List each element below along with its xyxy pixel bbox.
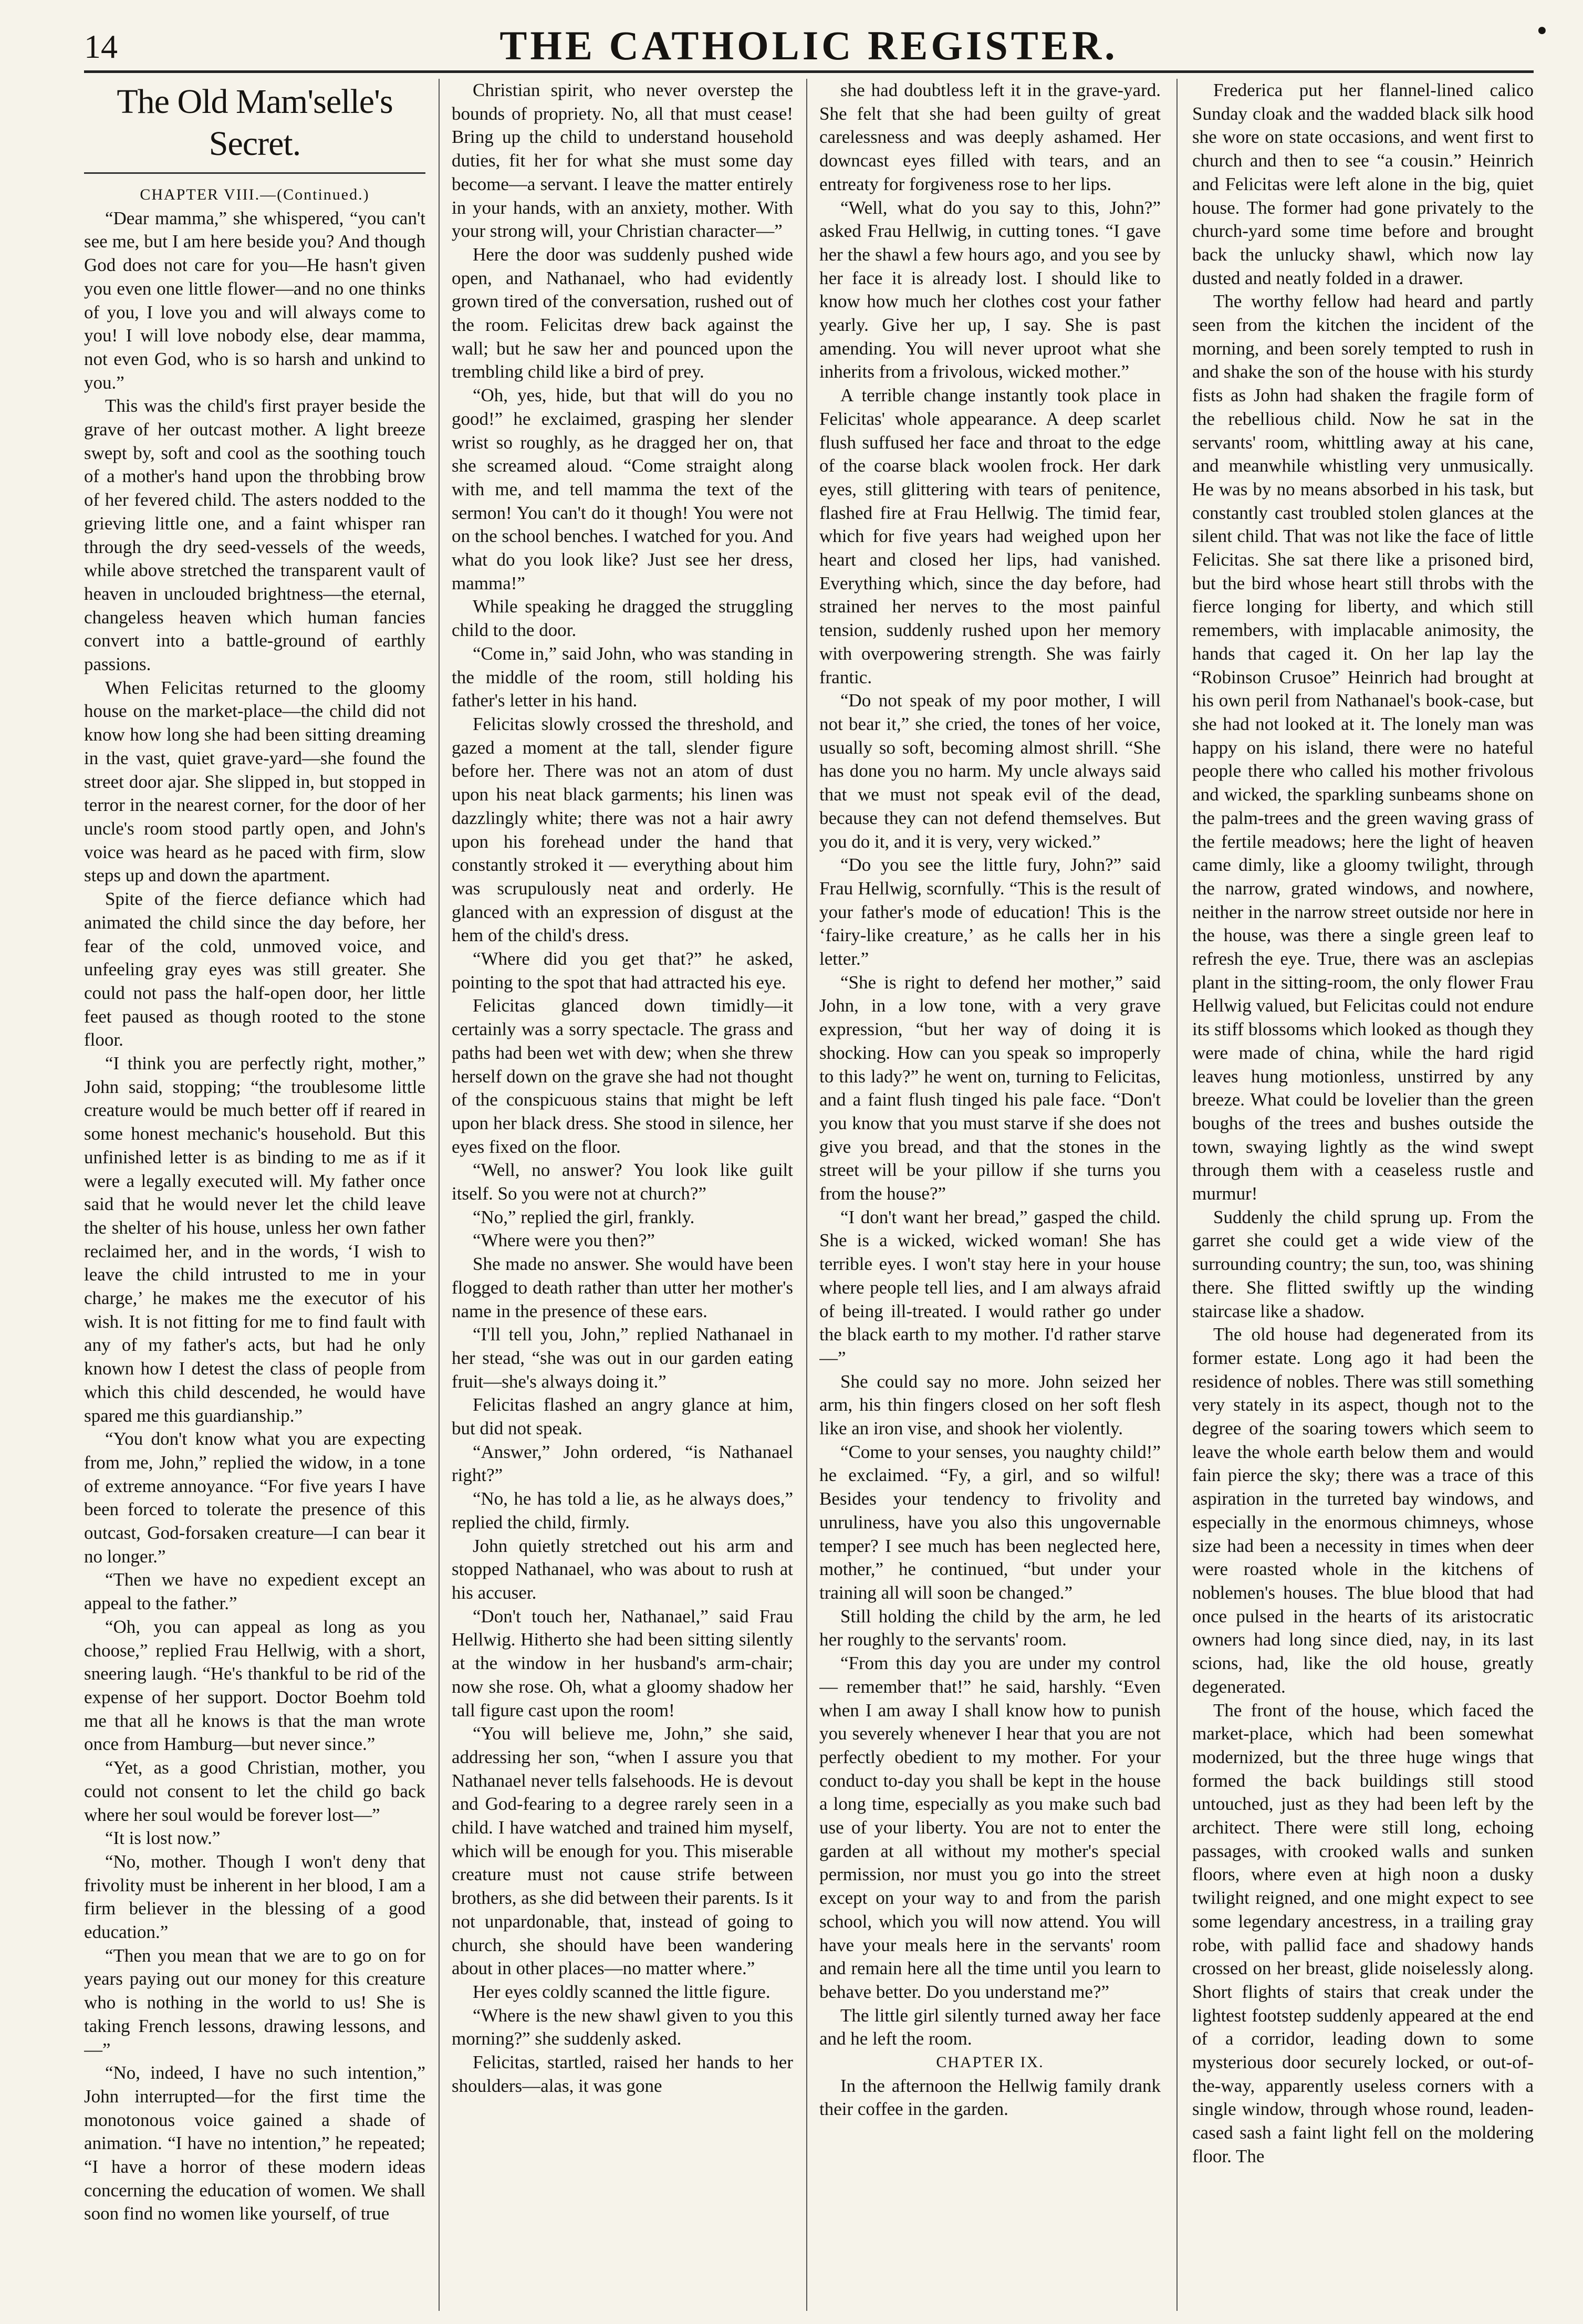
paragraph: “Don't touch her, Nathanael,” said Frau Hellwig. Hitherto she had been sitting silently at the window in her husband's arm-chair; now she rose. Oh, what a gloomy shadow her tall figure cast upon the room! xyxy=(452,1606,793,1721)
column-4 xyxy=(1192,79,1534,2311)
paragraph: The old house had degenerated from its former estate. Long ago it had been the residence of nobles. There was still something very stately in its aspect, though not to the degree of the soaring towers which seem to leave the whole earth below them and would fain pierce the sky; there was a trace of this aspiration in the turreted bay windows, and especially in the enormous chimneys, whose size had been a necessity in times when deer were roasted whole in the kitchens of noblemen's houses. The blue blood that had once pulsed in the hearts of its aristocratic owners had long since died, nay, in its last scions, had, like the old house, greatly degenerated. xyxy=(1192,1324,1534,1697)
column-3-after xyxy=(819,2075,1161,2121)
paragraph: Frederica put her flannel-lined calico Sunday cloak and the wadded black silk hood she wore on state occasions, and went first to church and then to see “a cousin.” Heinrich and Felicitas were left alone in the big, quiet house. The former had gone privately to the church-yard some time before and brought back the unlucky shawl, which now lay dusted and neatly folded in a drawer. xyxy=(1192,80,1534,288)
paragraph: She made no answer. She would have been flogged to death rather than utter her mother's name in the presence of these ears. xyxy=(452,1254,793,1321)
paragraph: “No,” replied the girl, frankly. xyxy=(473,1206,695,1227)
column-1 xyxy=(84,79,425,2311)
paragraph: she had doubtless left it in the grave-yard. She felt that she had been guilty of great carelessness and was deeply ashamed. Her downcast eyes filled with tears, and an entreaty for forgiveness rose to her lips. xyxy=(819,80,1161,194)
paragraph: “It is lost now.” xyxy=(105,1828,221,1849)
paragraph: Her eyes coldly scanned the little figure. xyxy=(473,1981,770,2002)
column-1-body xyxy=(84,207,425,2226)
paragraph: “Then you mean that we are to go on for years paying out our money for this creature who is nothing in the world to us! She is taking French lessons, drawing lessons, and—” xyxy=(84,1945,425,2060)
paragraph: “Oh, you can appeal as long as you choose,” replied Frau Hellwig, with a short, sneering laugh. “He's thankful to be rid of the expense of her support. Doctor Boehm told me that all he knows is that the man wrote once from Hamburg—but never since.” xyxy=(84,1616,425,1755)
paragraph: Suddenly the child sprung up. From the garret she could get a wide view of the surrounding country; the sun, too, was shining there. She flitted swiftly up the winding staircase like a shadow. xyxy=(1192,1206,1534,1321)
column-3-body xyxy=(819,79,1161,2051)
chapter-heading: CHAPTER VIII.—(Continued.) xyxy=(140,186,370,203)
paragraph: “Then we have no expedient except an appeal to the father.” xyxy=(84,1569,425,1614)
paragraph: “I don't want her bread,” gasped the child. She is a wicked, wicked woman! She has terrible eyes. I won't stay here in your house where people tell lies, and I am always afraid of being ill-treated. I would rather go under the black earth to my mother. I'd rather starve —” xyxy=(819,1206,1161,1368)
paragraph: “Come to your senses, you naughty child!” he exclaimed. “Fy, a girl, and so wilful! Besides your tendency to frivolity and unruliness, have you also this ungovernable temper? I see much has been neglected here, mother,” he continued, “but under your training all will soon be changed.” xyxy=(819,1441,1161,1603)
paragraph: John quietly stretched out his arm and stopped Nathanael, who was about to rush at his accuser. xyxy=(452,1535,793,1603)
paragraph: Felicitas slowly crossed the threshold, and gazed a moment at the tall, slender figure before her. There was not an atom of dust upon his neat black garments; his linen was dazzlingly white; there was not a hair awry upon his forehead under the hand that constantly stroked it — everything about him was scrupulously neat and orderly. He glanced with an expression of disgust at the hem of the child's dress. xyxy=(452,713,793,946)
paragraph: “You don't know what you are expecting from me, John,” replied the widow, in a tone of extreme annoyance. “For five years I have been forced to tolerate the presence of this outcast, God-forsaken creature—I can bear it no longer.” xyxy=(84,1429,425,1567)
paragraph: When Felicitas returned to the gloomy house on the market-place—the child did not know how long she had been sitting dreaming in the vast, quiet grave-yard—she found the street door ajar. She slipped in, but stopped in terror in the nearest corner, for the door of her uncle's room stood partly open, and John's voice was heard as he paced with firm, slow steps up and down the apartment. xyxy=(84,677,425,886)
column-divider xyxy=(439,79,440,2311)
paragraph: Felicitas, startled, raised her hands to her shoulders—alas, it was gone xyxy=(452,2052,793,2096)
paragraph: In the afternoon the Hellwig family drank their coffee in the garden. xyxy=(819,2075,1161,2120)
paragraph: The front of the house, which faced the market-place, which had been somewhat modernized, but the three huge wings that formed the back buildings still stood untouched, just as they had been left by the architect. There were still long, echoing passages, with crooked walls and sunken floors, where even at high noon a dusky twilight reigned, and one might expect to see some legendary ancestress, in a trailing gray robe, with pallid face and shadowy hands crossed on her breast, glide noiselessly along. Short flights of stairs that creak under the lightest footstep suddenly appeared at the end of a corridor, leading down to some mysterious door securely locked, or out-of-the-way, apparently useless corners with a single window, through whose round, leaden-cased sash a faint light fell on the moldering floor. The xyxy=(1192,1700,1534,2166)
paragraph: “Come in,” said John, who was standing in the middle of the room, still holding his father's letter in his hand. xyxy=(452,643,793,711)
paragraph: “Where is the new shawl given to you this morning?” she suddenly asked. xyxy=(452,2005,793,2049)
masthead xyxy=(84,17,1549,69)
paragraph: “Where did you get that?” he asked, pointing to the spot that had attracted his eye. xyxy=(452,949,793,993)
page-number: 14 xyxy=(84,28,118,65)
paragraph: “No, indeed, I have no such intention,” John interrupted—for the first time the monotonous voice gained a shade of animation. “I have no intention,” he repeated; “I have a horror of these modern ideas concerning the education of women. We shall soon find no women like yourself, of true xyxy=(84,2062,425,2224)
column-2 xyxy=(452,79,793,2311)
column-2-body xyxy=(452,79,793,2098)
paragraph: “Answer,” John ordered, “is Nathanael right?” xyxy=(452,1441,793,1486)
title-rule xyxy=(84,172,425,174)
paragraph: “Where were you then?” xyxy=(473,1230,655,1251)
paragraph: “I think you are perfectly right, mother,” John said, stopping; “the troublesome little creature would be much better off if reared in some honest mechanic's household. But this unfinished letter is as binding to me as if it were a legally executed will. My father once said that he would never let the child leave the shelter of his house, unless her own father reclaimed her, and in the words, ‘I wish to leave the child intrusted to me in your charge,’ he makes me the executor of his wish. It is not fitting for me to find fault with any of my father's acts, but had he only known how I detest the class of people from which this child descended, he would have spared me this guardianship.” xyxy=(84,1053,425,1426)
paragraph: While speaking he dragged the struggling child to the door. xyxy=(452,596,793,641)
paragraph: “Well, what do you say to this, John?” asked Frau Hellwig, in cutting tones. “I gave her the shawl a few hours ago, and you see by her face it is already lost. I should like to know how much her clothes cost your father yearly. Give her up, I say. She is past amending. You will never uproot what she inherits from a frivolous, wicked mother.” xyxy=(819,197,1161,382)
paragraph: Here the door was suddenly pushed wide open, and Nathanael, who had evidently grown tired of the conversation, rushed out of the room. Felicitas drew back against the wall; but he saw her and pounced upon the trembling child like a bird of prey. xyxy=(452,244,793,382)
story-title: The Old Mam'selle's Secret. xyxy=(117,82,393,163)
paragraph: Christian spirit, who never overstep the bounds of propriety. No, all that must cease! Bring up the child to understand household duties, fit her for what she must some day become—a servant. I leave the matter entirely in your hands, with an anxiety, mother. With your strong will, your Christian character—” xyxy=(452,80,793,242)
paragraph: “Well, no answer? You look like guilt itself. So you were not at church?” xyxy=(452,1160,793,1204)
paragraph: “Do you see the little fury, John?” said Frau Hellwig, scornfully. “This is the result of your father's mode of education! This is the ‘fairy-like creature,’ as he calls her in his letter.” xyxy=(819,854,1161,970)
paragraph: Still holding the child by the arm, he led her roughly to the servants' room. xyxy=(819,1606,1161,1650)
paragraph: “You will believe me, John,” she said, addressing her son, “when I assure you that Nathanael never tells falsehoods. He is devout and God-fearing to a degree rarely seen in a child. I have watched and trained him myself, which will be enough for you. This miserable creature must not cause strife between brothers, as she did between their parents. Is it not unpardonable, that, instead of going to church, she should have been wandering about in other places—no matter where.” xyxy=(452,1723,793,1979)
paragraph: “From this day you are under my control — remember that!” he said, harshly. “Even when I am away I shall know how to punish you severely whenever I hear that you are not perfectly obedient to my mother. For your conduct to-day you shall be kept in the house a long time, especially as you make such bad use of your liberty. You are not to enter the garden at all without my mother's special permission, nor must you go into the street except on your way to and from the parish school, which you will now attend. You will have your meals here in the servants' room and remain here all the time until you learn to behave better. Do you understand me?” xyxy=(819,1653,1161,2002)
column-divider xyxy=(1176,79,1178,2311)
paragraph: “Yet, as a good Christian, mother, you could not consent to let the child go back where her soul would be forever lost—” xyxy=(84,1757,425,1825)
paragraph: Felicitas glanced down timidly—it certainly was a sorry spectacle. The grass and paths had been wet with dew; when she threw herself down on the grave she had not thought of the conspicuous stains that might be left upon her black dress. She stood in silence, her eyes fixed on the floor. xyxy=(452,995,793,1157)
header-rule xyxy=(84,70,1534,73)
paragraph: “She is right to defend her mother,” said John, in a low tone, with a very grave expression, “but her way of doing it is shocking. How can you speak so improperly to this lady?” he went on, turning to Felicitas, and a faint flush tinged his pale face. “Don't you know that you must starve if she does not give you bread, and that the stones in the street will be your pillow if she turns you from the house?” xyxy=(819,972,1161,1204)
paragraph: The little girl silently turned away her face and he left the room. xyxy=(819,2005,1161,2049)
paragraph: “No, he has told a lie, as he always does,” replied the child, firmly. xyxy=(452,1488,793,1533)
paragraph: The worthy fellow had heard and partly seen from the kitchen the incident of the morning, and been sorely tempted to rush in and shake the son of the house with his sturdy fists as John had shaken the fragile form of the rebellious child. Now he sat in the servants' room, whittling away at his cane, and meanwhile whistling very unmusically. He was by no means absorbed in his task, but constantly cast troubled stolen glances at the silent child. That was not like the face of little Felicitas. She sat there like a prisoned bird, but the bird whose heart still throbs with the fierce longing for liberty, and which still remembers, with implacable animosity, the hands that caged it. On her lap lay the “Robinson Crusoe” Heinrich had brought at his own peril from Nathanael's book-case, but she had not looked at it. The lonely man was happy on his island, there were no hateful people there who called his mother frivolous and wicked, the sparkling sunbeams shone on the palm-trees and the green waving grass of the fertile meadows; here the light of heaven came dimly, like a gloomy twilight, through the narrow, grated windows, and nowhere, neither in the narrow street outside nor here in the house, was there a single green leaf to refresh the eye. True, there was an asclepias plant in the sitting-room, the only flower Frau Hellwig valued, but Felicitas could not endure its stiff blossoms which looked as though they were made of china, while the hard rigid leaves hung motionless, unstirred by any breeze. What could be lovelier than the green boughs of the trees and bushes outside the town, swaying lightly as the wind swept through them with a ceaseless rustle and murmur! xyxy=(1192,291,1534,1204)
paragraph: Spite of the fierce defiance which had animated the child since the day before, her fear of the cold, unmoved voice, and unfeeling gray eyes was still greater. She could not pass the half-open door, her little feet paused as though rooted to the stone floor. xyxy=(84,889,425,1050)
paragraph: Felicitas flashed an angry glance at him, but did not speak. xyxy=(452,1394,793,1439)
column-divider xyxy=(806,79,807,2311)
paragraph: “Oh, yes, hide, but that will do you no good!” he exclaimed, grasping her slender wrist so roughly, as he dragged her on, that she screamed aloud. “Come straight along with me, and tell mamma the text of the sermon! You can't do it though! You were not on the school benches. I watched for you. And what do you look like? Just see her dress, mamma!” xyxy=(452,385,793,593)
chapter-heading: CHAPTER IX. xyxy=(936,2054,1044,2071)
column-3 xyxy=(819,79,1161,2311)
page-columns xyxy=(84,79,1534,2311)
column-4-body xyxy=(1192,79,1534,2169)
corner-mark: • xyxy=(1534,17,1549,46)
paragraph: “No, mother. Though I won't deny that frivolity must be inherent in her blood, I am a firm believer in the blessing of a good education.” xyxy=(84,1851,425,1943)
newspaper-title: THE CATHOLIC REGISTER. xyxy=(499,23,1118,68)
paragraph: “I'll tell you, John,” replied Nathanael in her stead, “she was out in our garden eating fruit—she's always doing it.” xyxy=(452,1324,793,1392)
paragraph: She could say no more. John seized her arm, his thin fingers closed on her soft flesh like an iron vise, and shook her violently. xyxy=(819,1371,1161,1439)
paragraph: “Dear mamma,” she whispered, “you can't see me, but I am here beside you? And though God does not care for you—He hasn't given you even one little flower—and no one thinks of you, I love you and will always come to you! I will love nobody else, dear mamma, not even God, who is so harsh and unkind to you.” xyxy=(84,207,425,393)
paragraph: This was the child's first prayer beside the grave of her outcast mother. A light breeze swept by, soft and cool as the soothing touch of a mother's hand upon the throbbing brow of her fevered child. The asters nodded to the grieving little one, and a faint whisper ran through the dry seed-vessels of the weeds, while above stretched the transparent vault of heaven in unclouded brightness—the eternal, changeless heaven which human fancies convert into a battle-ground of earthly passions. xyxy=(84,395,425,675)
paragraph: A terrible change instantly took place in Felicitas' whole appearance. A deep scarlet flush suffused her face and throat to the edge of the coarse black woolen frock. Her dark eyes, still glittering with tears of penitence, flashed fire at Frau Hellwig. The timid fear, which for five years had weighed upon her heart and closed her lips, had vanished. Everything which, since the day before, had strained her nerves to the most painful tension, suddenly rushed upon her memory with overpowering strength. She was fairly frantic. xyxy=(819,385,1161,687)
paragraph: “Do not speak of my poor mother, I will not bear it,” she cried, the tones of her voice, usually so soft, becoming almost shrill. “She has done you no harm. My uncle always said that we must not speak evil of the dead, because they can not defend themselves. But you do it, and it is very, very wicked.” xyxy=(819,690,1161,852)
